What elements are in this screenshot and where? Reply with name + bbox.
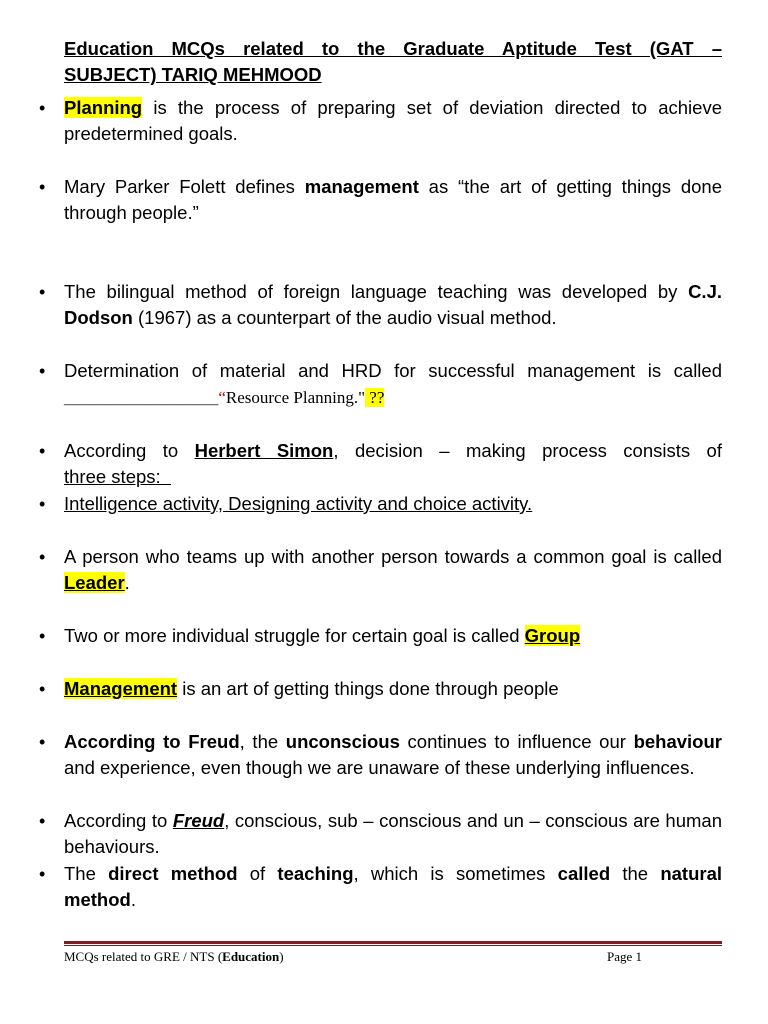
item-text: is the process of preparing set of deviation directed to achieve predetermined goals. [64,97,722,144]
list-item-group [64,623,722,649]
item-text: , decision – making process consists of [333,440,722,461]
item-text: of [237,863,278,884]
list-item-bilingual [64,279,722,331]
bold-term: direct method [108,863,238,884]
bold-term: unconscious [285,731,400,752]
list-item-management [64,676,722,702]
bold-term: called [557,863,611,884]
list-item-leader [64,544,722,596]
footer-left-text [64,948,284,966]
highlight-planning: Planning [64,97,143,118]
footer-divider-thick [64,941,722,944]
item-text: . [124,572,130,593]
page-number: Page 1 [607,949,643,964]
highlight-leader: Leader [64,572,125,593]
bold-term: behaviour [633,731,722,752]
item-text: According to [64,810,173,831]
item-text: and experience, even though we are unaware of these underlying influences. [64,757,695,778]
list-item-direct-method [64,861,722,913]
item-text: The bilingual method of foreign language teaching was developed by [64,281,689,302]
footer-divider-thin [64,945,722,946]
title-line-2: SUBJECT) TARIQ MEHMOOD [64,64,322,85]
bold-term: According to Freud [64,731,240,752]
footer-bold-text: Education [222,949,280,964]
quote-mark: “ [218,388,226,407]
bold-term: Herbert Simon [194,440,334,461]
item-text: Mary Parker Folett defines [64,176,305,197]
bold-term: management [304,176,419,197]
item-text: Two or more individual struggle for certain goal is called [64,625,525,646]
item-text: , conscious, sub – conscious and un – conscious are human behaviours. [64,810,722,857]
list-item-planning [64,95,722,147]
item-text: as “the art of getting things done through people.” [64,176,722,223]
list-item-freud-1 [64,729,722,781]
bold-italic-term: Freud [172,810,225,831]
item-text: (1967) as a counterpart of the audio visual method. [132,307,557,328]
bold-term: C.J. Dodson [64,281,722,328]
bold-term: natural method [64,863,722,910]
mcq-list [64,95,722,913]
footer-text: ) [279,949,284,964]
list-item-follett [64,174,722,226]
item-text: A person who teams up with another person towards a common goal is called [64,546,722,567]
item-text: continues to influence our [399,731,634,752]
item-text: The [64,863,109,884]
bold-term: teaching [277,863,354,884]
title-line-1: Education MCQs related to the Graduate Aptitude Test (GAT – [64,38,722,59]
document-title [64,36,722,88]
list-item-freud-2 [64,808,722,860]
item-text: According to [64,440,195,461]
answer-blank: _______________ [64,386,219,407]
item-text: Determination of material and HRD for successful management is called [64,360,722,381]
underlined-text: three steps: [64,466,171,487]
underlined-text: Intelligence activity, Designing activity and choice activity. [64,493,533,514]
item-text: , which is sometimes [353,863,558,884]
highlight-management: Management [64,678,178,699]
list-item-intelligence [64,491,722,517]
item-text: the [610,863,661,884]
item-text: . [130,889,136,910]
item-text: is an art of getting things done through people [177,678,559,699]
question-marks: ?? [365,388,385,407]
list-item-determination [64,358,722,411]
list-item-simon [64,438,722,490]
document-page [64,36,722,913]
answer-text: Resource Planning." [225,388,366,407]
highlight-group: Group [524,625,581,646]
item-text: , the [239,731,286,752]
footer-text: MCQs related to GRE / NTS ( [64,949,223,964]
